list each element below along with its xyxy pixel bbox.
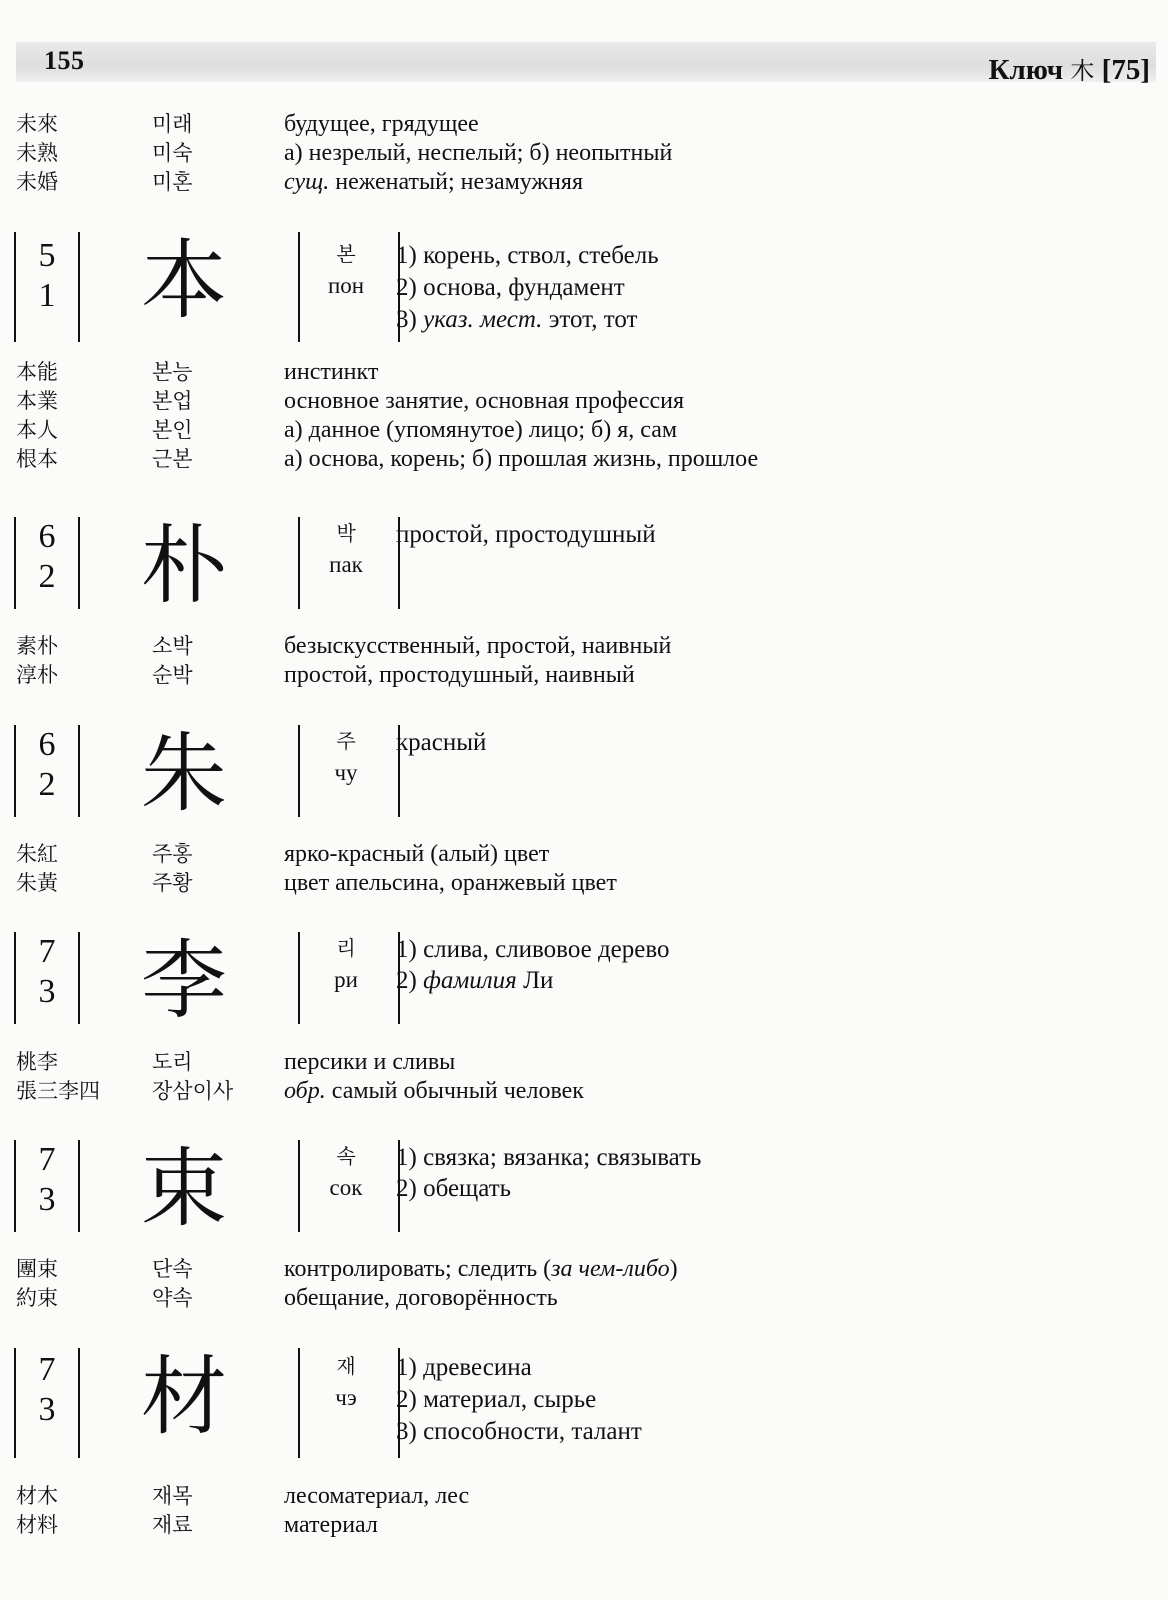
compound-hangul: 미혼	[152, 170, 193, 194]
meaning-line	[396, 519, 656, 551]
compound-list	[16, 632, 1136, 690]
compound-list	[16, 1048, 1136, 1106]
reading-hangul: 박	[336, 521, 356, 545]
stroke-count-total: 6	[38, 518, 56, 555]
compound-list	[16, 110, 1136, 197]
stroke-count-total: 6	[38, 726, 56, 763]
compound-hanja: 根本	[16, 447, 58, 471]
compound-row	[16, 1284, 1136, 1313]
meaning-text: красный	[396, 729, 487, 756]
headword-character: 朴	[141, 516, 227, 616]
compound-meaning	[284, 632, 671, 661]
italic-note: указ. мест.	[423, 306, 543, 333]
compound-hangul: 약속	[152, 1286, 193, 1310]
italic-note: фамилия	[423, 967, 517, 994]
page-number: 155	[44, 46, 85, 75]
compound-list	[16, 1482, 1136, 1540]
compound-hanja: 團束	[16, 1257, 58, 1281]
key-label: Ключ	[988, 54, 1064, 86]
stroke-count-total: 7	[38, 1141, 56, 1178]
meaning-line	[396, 272, 625, 304]
compound-meaning	[284, 168, 583, 197]
compound-meaning	[284, 1482, 469, 1511]
italic-note: сущ.	[284, 169, 330, 195]
reading-hangul: 재	[336, 1354, 356, 1378]
meaning-text: самый обычный человек	[325, 1078, 584, 1104]
compound-meaning	[284, 387, 684, 416]
compound-meaning	[284, 139, 672, 168]
compound-hanja: 本業	[16, 389, 58, 413]
compound-hangul: 근본	[152, 447, 193, 471]
compound-hangul: 단속	[152, 1257, 193, 1281]
compound-meaning	[284, 1048, 455, 1077]
character-entry	[14, 931, 1134, 1031]
meaning-line	[396, 727, 486, 759]
compound-hanja: 本能	[16, 360, 58, 384]
meaning-text: а) данное (упомянутое) лицо; б) я, сам	[284, 417, 678, 443]
compound-hangul: 본업	[152, 389, 193, 413]
compound-hanja: 約束	[16, 1286, 58, 1310]
compound-hanja: 材料	[16, 1513, 58, 1537]
stroke-count-total: 7	[38, 933, 56, 970]
compound-hanja: 朱紅	[16, 842, 58, 866]
stroke-count-extra: 3	[38, 1391, 56, 1428]
compound-hangul: 재목	[152, 1484, 193, 1508]
meaning-text: обещание, договорённость	[284, 1285, 558, 1311]
meaning-text: 2) материал, сырье	[396, 1386, 597, 1413]
reading-hangul: 속	[336, 1144, 356, 1168]
meaning-text: персики и сливы	[284, 1049, 456, 1075]
reading-cyrillic: пак	[329, 552, 363, 577]
meaning-text: будущее, грядущее	[284, 111, 479, 137]
headword-character: 束	[141, 1139, 227, 1239]
character-entry	[14, 516, 1134, 616]
meaning-text: 2) основа, фундамент	[396, 274, 625, 301]
compound-meaning	[284, 445, 758, 474]
compound-hangul: 주홍	[152, 842, 193, 866]
compound-hangul: 소박	[152, 634, 193, 658]
meaning-text: 2) обещать	[396, 1175, 512, 1202]
reading-cyrillic: чэ	[335, 1385, 357, 1410]
compound-row	[16, 1048, 1136, 1077]
compound-row	[16, 387, 1136, 416]
compound-hangul: 도리	[152, 1050, 193, 1074]
compound-hanja: 淳朴	[16, 663, 58, 687]
meaning-text: простой, простодушный	[396, 521, 656, 548]
meaning-line	[396, 934, 670, 966]
stroke-count-extra: 3	[38, 973, 56, 1010]
key-number: [75]	[1101, 54, 1150, 86]
compound-hangul: 재료	[152, 1513, 193, 1537]
reading-hangul: 본	[336, 242, 356, 266]
stroke-count-total: 5	[38, 237, 56, 274]
meaning-text: а) незрелый, неспелый; б) неопытный	[284, 140, 673, 166]
compound-meaning	[284, 1255, 678, 1284]
headword-character: 朱	[141, 724, 227, 824]
compound-hanja: 材木	[16, 1484, 58, 1508]
meaning-text: простой, простодушный, наивный	[284, 662, 635, 688]
character-entry	[14, 232, 1134, 342]
compound-row	[16, 661, 1136, 690]
meaning-line	[396, 1142, 701, 1174]
compound-hanja: 未來	[16, 112, 58, 136]
compound-row	[16, 358, 1136, 387]
stroke-count-extra: 2	[38, 766, 56, 803]
compound-meaning	[284, 1511, 378, 1540]
meaning-line	[396, 1352, 532, 1384]
compound-hanja: 素朴	[16, 634, 58, 658]
compound-meaning	[284, 869, 617, 898]
meaning-text: 1) корень, ствол, стебель	[396, 242, 659, 269]
compound-row	[16, 168, 1136, 197]
meaning-text: 2)	[396, 967, 424, 994]
meaning-line	[396, 240, 659, 272]
compound-row	[16, 110, 1136, 139]
meaning-line	[396, 1173, 511, 1205]
compound-hangul: 본인	[152, 418, 193, 442]
compound-hangul: 장삼이사	[152, 1079, 234, 1103]
compound-hanja: 朱黃	[16, 871, 58, 895]
reading-cyrillic: чу	[334, 760, 358, 785]
meaning-text: )	[669, 1256, 678, 1282]
meaning-text: материал	[284, 1512, 378, 1538]
compound-row	[16, 1255, 1136, 1284]
compound-hanja: 桃李	[16, 1050, 58, 1074]
reading-hangul: 주	[336, 729, 356, 753]
italic-note: обр.	[284, 1078, 326, 1104]
compound-row	[16, 416, 1136, 445]
compound-hanja: 未熟	[16, 141, 58, 165]
compound-row	[16, 445, 1136, 474]
character-entry	[14, 1348, 1134, 1458]
compound-hanja: 本人	[16, 418, 58, 442]
reading-cyrillic: сок	[329, 1175, 363, 1200]
compound-row	[16, 139, 1136, 168]
compound-meaning	[284, 416, 677, 445]
compound-meaning	[284, 358, 378, 387]
compound-row	[16, 632, 1136, 661]
meaning-text: безыскусственный, простой, наивный	[284, 633, 672, 659]
meaning-line	[396, 1416, 642, 1448]
radical-key-title	[988, 51, 1150, 87]
meaning-text: 3) способности, талант	[396, 1418, 642, 1445]
headword-character: 材	[141, 1347, 227, 1447]
meaning-text: а) основа, корень; б) прошлая жизнь, прошлое	[284, 446, 759, 472]
key-radical-char: 木	[1070, 57, 1095, 85]
compound-list	[16, 358, 1136, 474]
compound-hangul: 미래	[152, 112, 193, 136]
meaning-text: ярко-красный (алый) цвет	[284, 841, 550, 867]
headword-character: 李	[141, 931, 227, 1031]
compound-row	[16, 869, 1136, 898]
compound-meaning	[284, 840, 549, 869]
meaning-text: лесоматериал, лес	[284, 1483, 470, 1509]
compound-meaning	[284, 110, 479, 139]
compound-list	[16, 840, 1136, 898]
meaning-text: контролировать; следить (	[284, 1256, 552, 1282]
compound-row	[16, 1511, 1136, 1540]
meaning-text: 3)	[396, 306, 424, 333]
compound-row	[16, 840, 1136, 869]
meaning-line	[396, 1384, 596, 1416]
italic-note: за чем-либо	[551, 1256, 670, 1282]
compound-hanja: 張三李四	[16, 1079, 100, 1103]
meaning-text: неженатый; незамужняя	[329, 169, 583, 195]
stroke-count-extra: 2	[38, 558, 56, 595]
stroke-count-total: 7	[38, 1351, 56, 1388]
compound-list	[16, 1255, 1136, 1313]
meaning-text: 1) связка; вязанка; связывать	[396, 1144, 702, 1171]
stroke-count-extra: 1	[38, 277, 56, 314]
meaning-text: Ли	[516, 967, 554, 994]
reading-cyrillic: пон	[327, 273, 365, 298]
compound-row	[16, 1077, 1136, 1106]
reading-cyrillic: ри	[334, 967, 358, 992]
meaning-text: 1) слива, сливовое дерево	[396, 936, 670, 963]
compound-hangul: 순박	[152, 663, 193, 687]
meaning-text: инстинкт	[284, 359, 379, 385]
meaning-text: цвет апельсина, оранжевый цвет	[284, 870, 617, 896]
meaning-line	[396, 304, 637, 336]
compound-meaning	[284, 1284, 558, 1313]
headword-character: 本	[141, 231, 227, 331]
meaning-text: 1) древесина	[396, 1354, 532, 1381]
compound-hangul: 본능	[152, 360, 193, 384]
stroke-count-extra: 3	[38, 1181, 56, 1218]
page-header	[16, 42, 1156, 86]
character-entry	[14, 1139, 1134, 1239]
meaning-text: основное занятие, основная профессия	[284, 388, 685, 414]
compound-meaning	[284, 1077, 584, 1106]
character-entry	[14, 724, 1134, 824]
compound-hanja: 未婚	[16, 170, 58, 194]
compound-meaning	[284, 661, 635, 690]
compound-hangul: 미숙	[152, 141, 193, 165]
compound-row	[16, 1482, 1136, 1511]
meaning-text: этот, тот	[542, 306, 638, 333]
meaning-line	[396, 965, 553, 997]
reading-hangul: 리	[336, 936, 356, 960]
compound-hangul: 주황	[152, 871, 193, 895]
